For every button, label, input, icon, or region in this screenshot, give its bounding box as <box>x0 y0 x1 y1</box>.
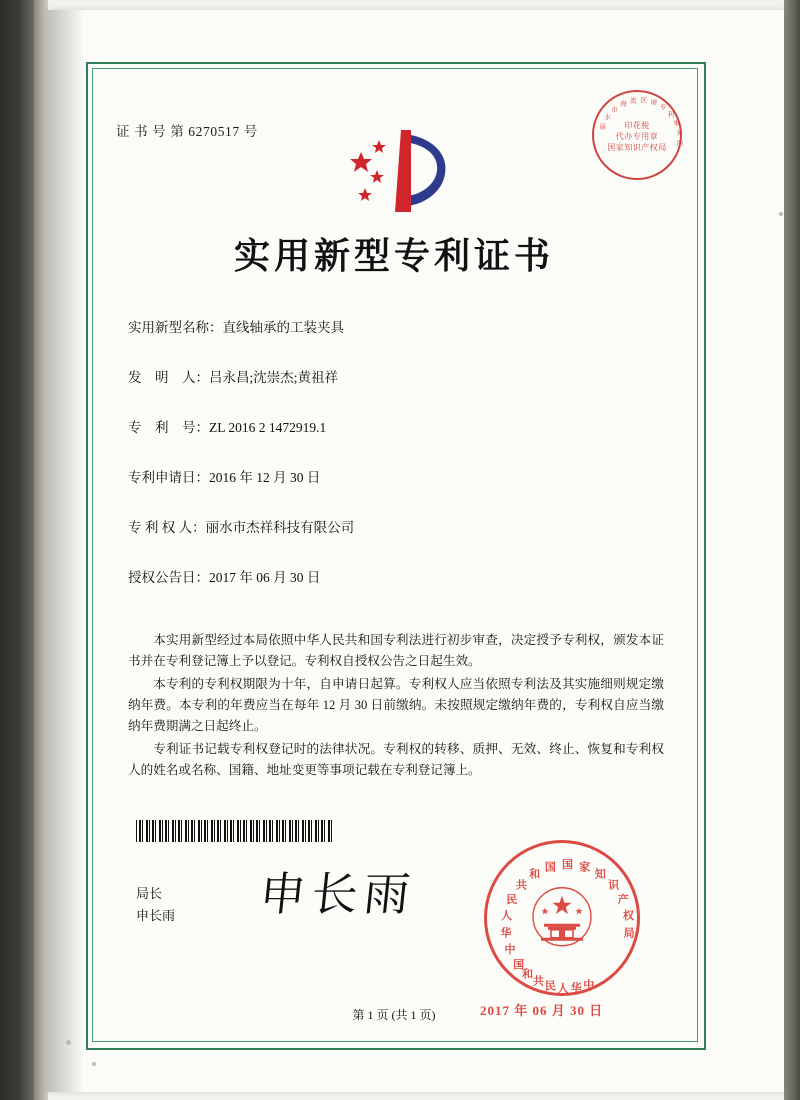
agency-stamp-line3: 国家知识产权局 <box>607 143 667 152</box>
field-row <box>128 366 668 386</box>
signature-title-line1: 局长 <box>136 886 163 901</box>
certificate-number: 证 书 号 第 6270517 号 <box>116 124 258 139</box>
scan-speck <box>66 1040 71 1045</box>
signature-title-line2: 申长雨 <box>136 908 176 923</box>
agency-stamp-ring-text: 丽 水 市 海 流 区 增 专 利 事 务 所 <box>599 97 684 148</box>
field-label: 发 明 人： <box>128 370 209 385</box>
field-label: 专利申请日： <box>128 470 209 485</box>
field-value: 2017 年 06 月 30 日 <box>209 570 321 585</box>
national-seal-ring-text: 中 华 人 民 共 和 国 国 家 知 识 产 权 局 中 华 人 民 共 和 国 <box>500 859 635 995</box>
field-value: 直线轴承的工装夹具 <box>222 320 344 335</box>
scan-speck <box>779 212 783 216</box>
national-seal <box>484 840 640 996</box>
sipo-logo-icon <box>345 126 465 218</box>
scan-speck <box>92 1062 96 1066</box>
signature-title <box>136 883 175 927</box>
scan-edge-right <box>784 0 800 1100</box>
field-value: 吕永昌;沈崇杰;黄祖祥 <box>209 370 339 385</box>
agency-stamp-line2: 代办专用章 <box>615 132 659 141</box>
page-footer: 第 1 页 (共 1 页) <box>352 1008 436 1022</box>
agency-stamp-line1: 印花税 <box>624 121 650 130</box>
certificate-title: 实用新型专利证书 <box>233 235 554 277</box>
field-row <box>128 516 668 536</box>
certificate-body <box>128 630 664 783</box>
certificate-content <box>92 68 696 1040</box>
field-label: 专 利 权 人： <box>128 520 206 535</box>
body-paragraph: 专利证书记载专利权登记时的法律状况。专利权的转移、质押、无效、终止、恢复和专利权人的姓名或名称、国籍、地址变更等事项记载在专利登记簿上。 <box>128 742 664 777</box>
field-label: 专 利 号： <box>128 420 209 435</box>
barcode <box>136 820 332 842</box>
field-value: 丽水市杰祥科技有限公司 <box>205 520 355 535</box>
field-label: 实用新型名称： <box>128 320 223 335</box>
page-binding-shadow <box>48 10 84 1092</box>
certificate-fields <box>128 316 668 616</box>
field-label: 授权公告日： <box>128 570 209 585</box>
seal-date: 2017 年 06 月 30 日 <box>480 1003 604 1018</box>
handwritten-signature: 申长雨 <box>256 867 419 921</box>
field-row <box>128 316 668 336</box>
scan-edge-left <box>0 0 34 1100</box>
field-value: ZL 2016 2 1472919.1 <box>209 420 327 435</box>
field-row <box>128 416 668 436</box>
field-row <box>128 466 668 486</box>
scan-edge-left-inner <box>34 0 48 1100</box>
national-emblem-icon <box>531 886 593 948</box>
field-value: 2016 年 12 月 30 日 <box>209 470 321 485</box>
body-paragraph: 本实用新型经过本局依照中华人民共和国专利法进行初步审查，决定授予专利权，颁发本证书并在专利登记簿上予以登记。专利权自授权公告之日起生效。 <box>128 633 664 668</box>
body-paragraph: 本专利的专利权期限为十年，自申请日起算。专利权人应当依照专利法及其实施细则规定缴纳年费。本专利的年费应当在每年 12 月 30 日前缴纳。未按照规定缴纳年费的，专利权自应当缴纳年费期满之日起终止。 <box>128 677 664 733</box>
agency-stamp <box>592 90 682 180</box>
field-row <box>128 566 668 586</box>
agency-stamp-inner-text <box>594 120 680 153</box>
